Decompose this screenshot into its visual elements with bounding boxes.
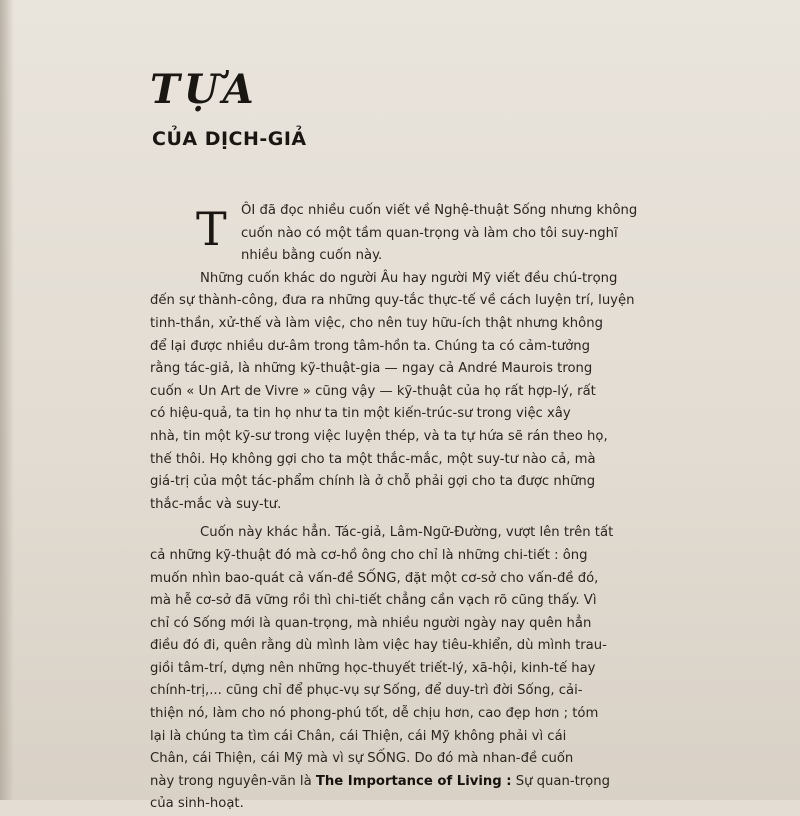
text-line: chính-trị,... cũng chỉ để phục-vụ sự Sống, để duy-trì đời Sống, cải- [150,683,583,699]
text-line: ÔI đã đọc nhiều cuốn viết về Nghệ-thuật Sống nhưng không [241,203,638,218]
text-line: nhà, tin một kỹ-sư trong việc luyện thép, và ta tự hứa sẽ rán theo họ, [150,428,608,444]
text-line: cuốn nào có một tầm quan-trọng và làm cho tôi suy-nghĩ [241,225,618,241]
page-edge-shadow [0,0,14,800]
text-line: của sinh-hoạt. [150,796,244,812]
text-line: thắc-mắc và suy-tư. [150,496,282,512]
text-line: giồi tâm-trí, dựng nên những học-thuyết triết-lý, xã-hội, kinh-tế hay [150,660,596,676]
text-line: Những cuốn khác do người Âu hay người Mỹ viết đều chú-trọng [200,270,618,286]
text-line: nhiều bằng cuốn này. [241,248,383,264]
english-book-title: The Importance of Living : [315,773,512,789]
text-line: Cuốn này khác hẳn. Tác-giả, Lâm-Ngữ-Đường, vượt lên trên tất [200,525,614,541]
text-line: lại là chúng ta tìm cái Chân, cái Thiện, cái Mỹ không phải vì cái [150,728,567,744]
text-line: đến sự thành-công, đưa ra những quy-tắc thực-tế về cách luyện trí, luyện [150,293,635,309]
body-text [150,200,745,816]
text-line: chỉ có Sống mới là quan-trọng, mà nhiều người ngày nay quên hẳn [150,615,592,631]
text-line: điều đó đi, quên rằng dù mình làm việc hay tiêu-khiển, dù mình trau- [150,638,607,654]
text-line: thiện nó, làm cho nó phong-phú tốt, dễ chịu hơn, cao đẹp hơn ; tóm [150,706,599,722]
text-line: giá-trị của một tác-phẩm chính là ở chỗ phải gợi cho ta được những [150,474,596,490]
page-subtitle: CỦA DỊCH-GIẢ [152,128,307,150]
page-title: TỰA [150,66,258,113]
text-line: có hiệu-quả, ta tin họ như ta tin một kiến-trúc-sư trong việc xây [150,406,571,422]
text-line: tinh-thần, xử-thế và làm việc, cho nên tuy hữu-ích thật nhưng không [150,315,603,331]
text-line: muốn nhìn bao-quát cả vấn-đề SỐNG, đặt một cơ-sở cho vấn-đề đó, [150,570,599,586]
text-line: cả những kỹ-thuật đó mà cơ-hồ ông cho chỉ là những chi-tiết : ông [150,547,588,563]
text-fragment: Sự quan-trọng [511,773,610,789]
text-fragment: này trong nguyên-văn là [150,773,312,789]
text-line: mà hễ cơ-sở đã vững rồi thì chi-tiết chẳng cần vạch rõ cũng thấy. Vì [150,593,597,609]
text-line: thế thôi. Họ không gợi cho ta một thắc-mắc, một suy-tư nào cả, mà [150,451,596,467]
text-line: Chân, cái Thiện, cái Mỹ mà vì sự SỐNG. Do đó mà nhan-đề cuốn [150,751,574,767]
text-line: rằng tác-giả, là những kỹ-thuật-gia — ngay cả André Maurois trong [150,361,593,377]
text-line: để lại được nhiều dư-âm trong tâm-hồn ta. Chúng ta có cảm-tưởng [150,338,590,354]
text-line: cuốn « Un Art de Vivre » cũng vậy — kỹ-thuật của họ rất hợp-lý, rất [150,383,596,399]
drop-cap: T [196,202,227,256]
text-line-with-english-title [150,771,745,794]
